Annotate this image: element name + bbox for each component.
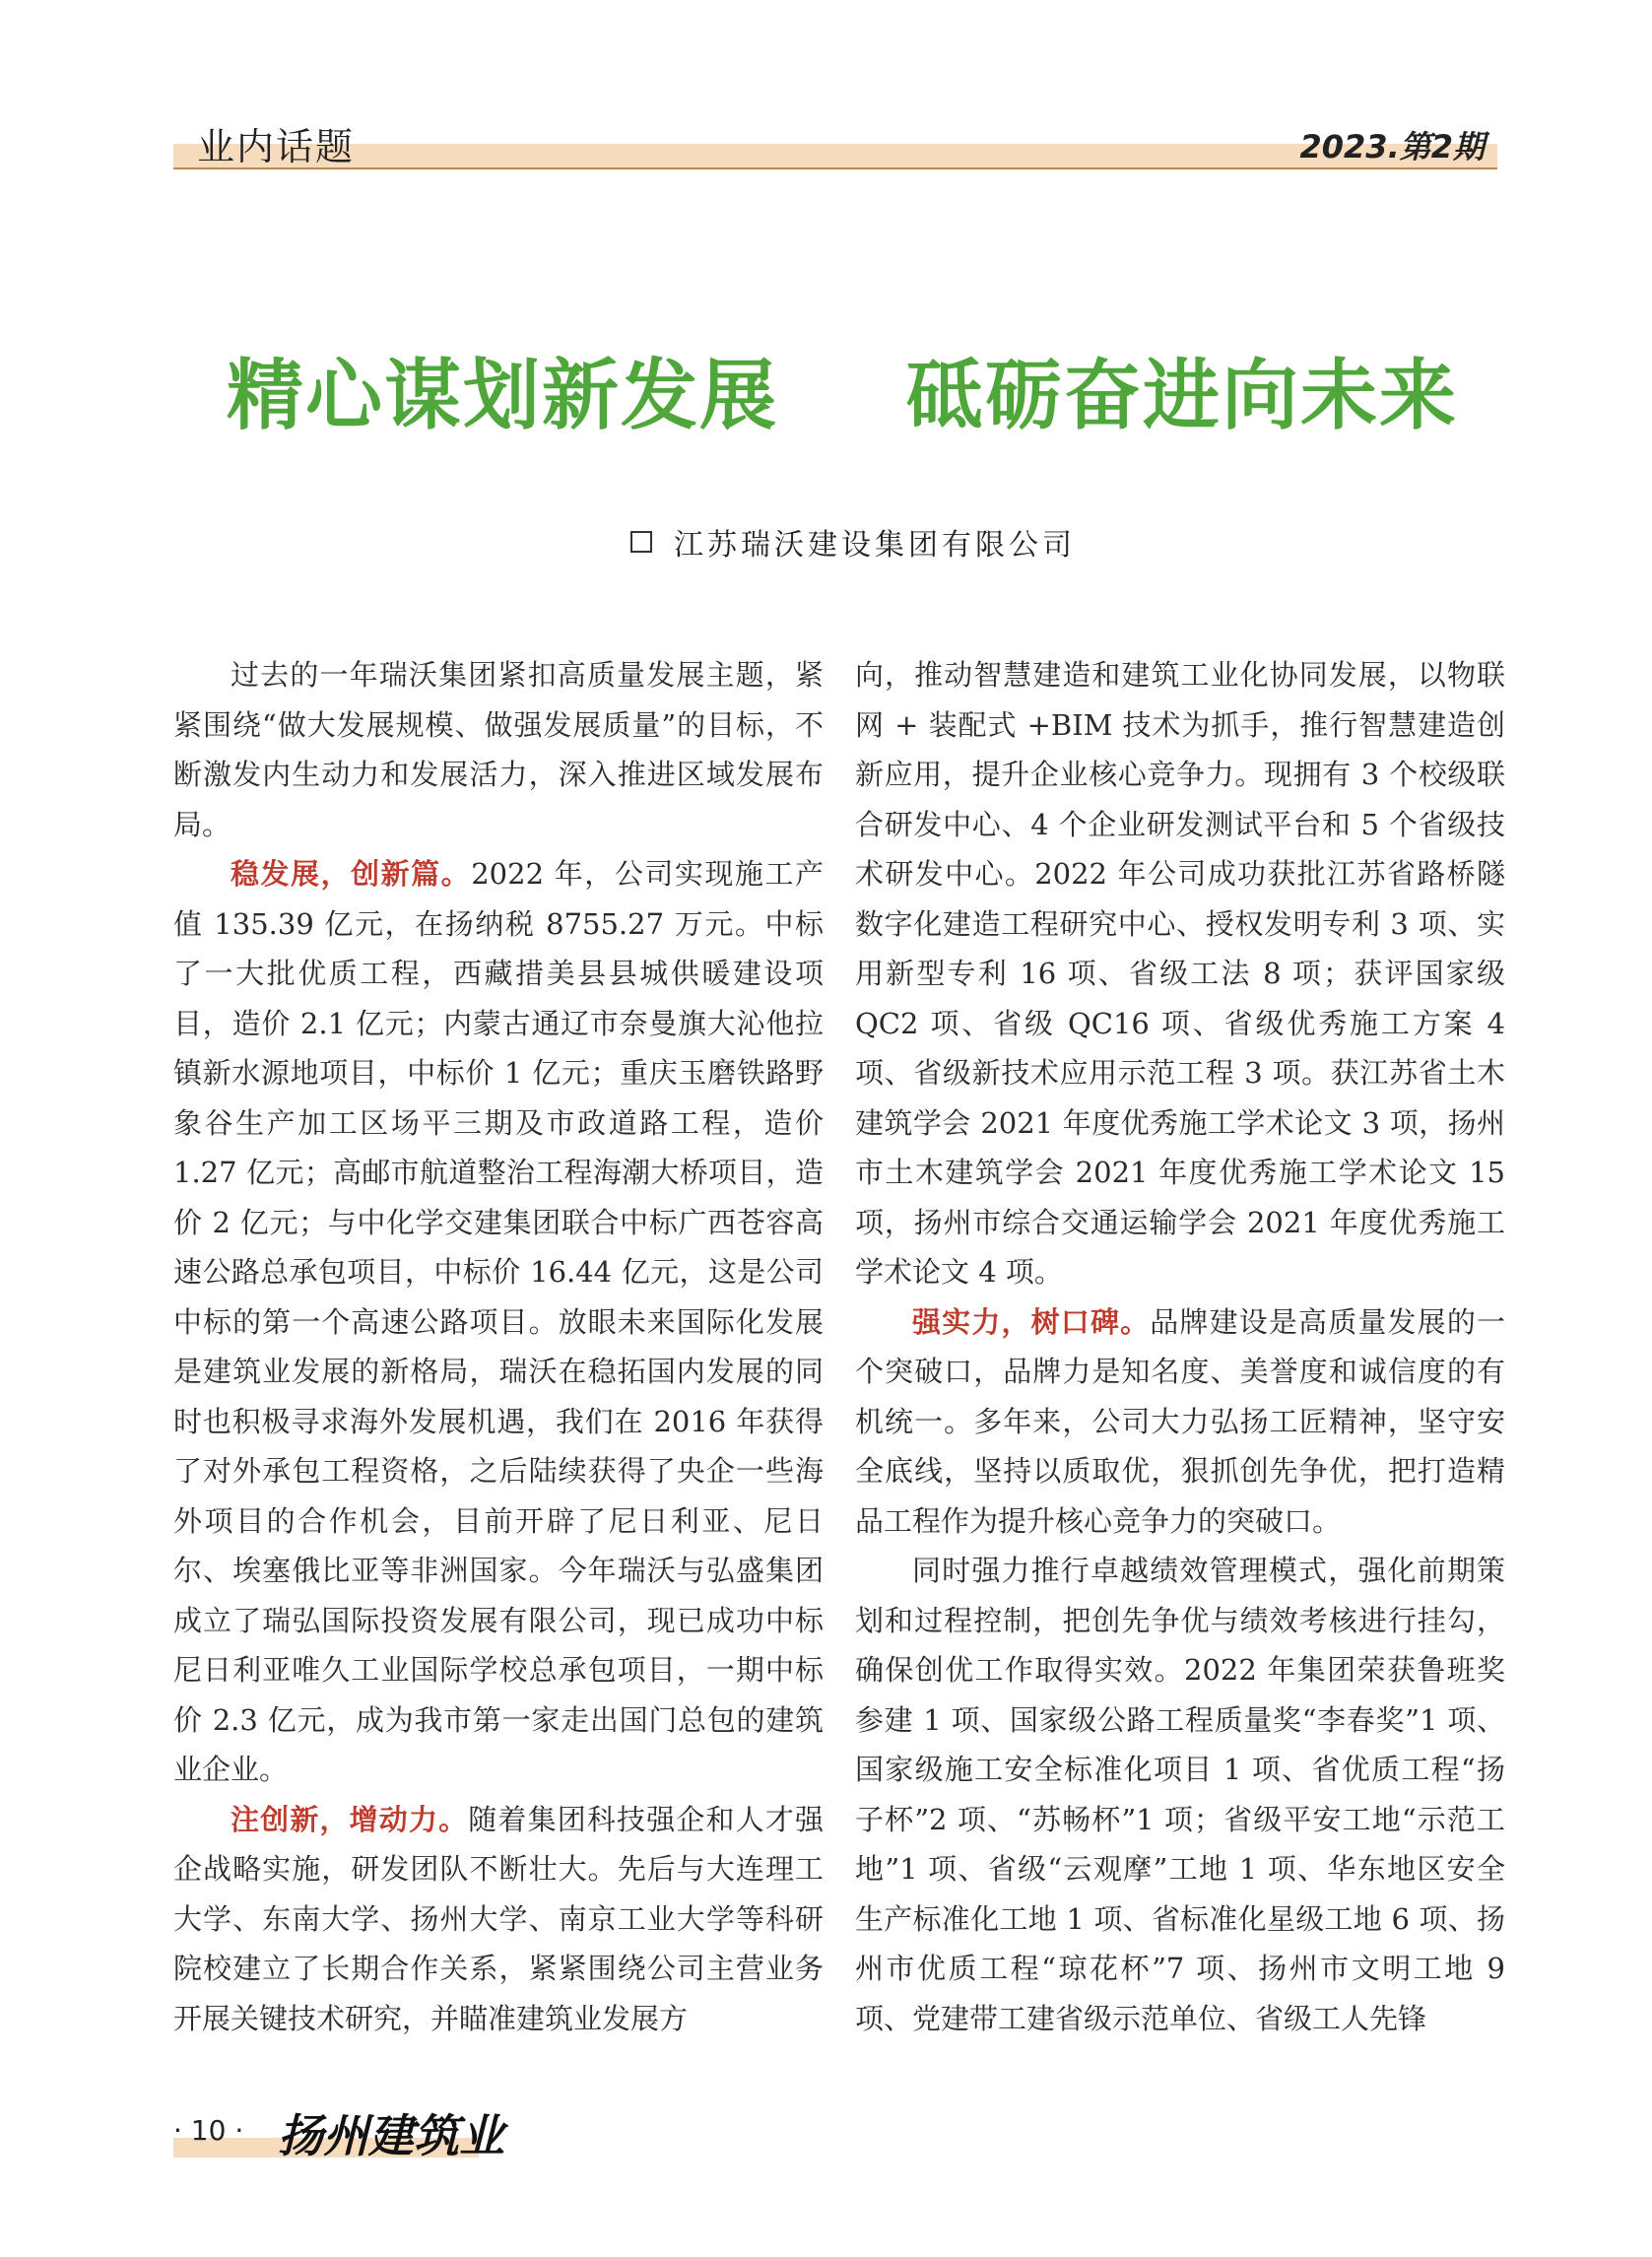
section-heading: 注创新，增动力。 [231,1802,469,1836]
header-bar [173,144,1497,169]
byline [630,520,1076,564]
page-number: · 10 · [173,2114,244,2147]
byline-text: 江苏瑞沃建设集团有限公司 [674,528,1076,563]
section-heading: 强实力，树口碑。 [912,1304,1151,1339]
paragraph: 过去的一年瑞沃集团紧扣高质量发展主题，紧紧围绕“做大发展规模、做强发展质量”的目标，不断激发内生动力和发展活力，深入推进区域发展布局。 [173,658,824,841]
paragraph [855,1297,1505,1547]
left-column [173,650,824,2043]
paragraph: 同时强力推行卓越绩效管理模式，强化前期策划和过程控制，把创先争优与绩效考核进行挂勾，确保创优工作取得实效。2022 年集团荣获鲁班奖参建 1 项、国家级公路工程质量奖“李春奖”1 项、国家级施工安全标准化项目 1 项、省优质工程“扬子杯”2 项、“苏畅杯”1 项；省级平安工地“示范工地”1 项、省级“云观摩”工地 1 项、华东地区安全生产标准化工地 1 项、省标准化星级工地 6 项、扬州市优质工程“琼花杯”7 项、扬州市文明工地 9 项、党建带工建省级示范单位、省级工人先锋 [855,1554,1505,2035]
title-part-2: 砥砺奋进向未来 [905,352,1458,440]
article-title [227,335,1458,443]
title-part-1: 精心谋划新发展 [227,352,779,440]
paragraph [173,1795,824,2044]
right-column [855,650,1505,2043]
paragraph-body: 品牌建设是高质量发展的一个突破口，品牌力是知名度、美誉度和诚信度的有机统一。多年来，公司大力弘扬工匠精神，坚守安全底线，坚持以质取优，狠抓创先争优，把打造精品工程作为提升核心竞争力的突破口。 [855,1304,1505,1538]
paragraph-body: 2022 年，公司实现施工产值 135.39 亿元，在扬纳税 8755.27 万元。中标了一大批优质工程，西藏措美县县城供暖建设项目，造价 2.1 亿元；内蒙古通辽市奈曼旗大沁他拉镇新水源地项目，中标价 1 亿元；重庆玉磨铁路野象谷生产加工区场平三期及市政道路工程，造价 1.27 亿元；高邮市航道整治工程海潮大桥项目，造价 2 亿元；与中化学交建集团联合中标广西苍容高速公路总承包项目，中标价 16.44 亿元，这是公司中标的第一个高速公路项目。放眼未来国际化发展是建筑业发展的新格局，瑞沃在稳拓国内发展的同时也积极寻求海外发展机遇，我们在 2016 年获得了对外承包工程资格，之后陆续获得了央企一些海外项目的合作机会，目前开辟了尼日利亚、尼日尔、埃塞俄比亚等非洲国家。今年瑞沃与弘盛集团成立了瑞弘国际投资发展有限公司，现已成功中标尼日利亚唯久工业国际学校总承包项目，一期中标价 2.3 亿元，成为我市第一家走出国门总包的建筑业企业。 [173,857,824,1786]
section-label: 业内话题 [197,125,356,168]
magazine-logo: 扬州建筑业 [278,2109,504,2162]
paragraph [173,849,824,1795]
paragraph-body: 随着集团科技强企和人才强企战略实施，研发团队不断壮大。先后与大连理工大学、东南大学、扬州大学、南京工业大学等科研院校建立了长期合作关系，紧紧围绕公司主营业务开展关键技术研究，并瞄准建筑业发展方 [173,1802,824,2035]
issue-label: 2023.第2期 [1299,128,1485,166]
paragraph: 向，推动智慧建造和建筑工业化协同发展，以物联网 + 装配式 +BIM 技术为抓手，推行智慧建造创新应用，提升企业核心竞争力。现拥有 3 个校级联合研发中心、4 个企业研发测试平台和 5 个省级技术研发中心。2022 年公司成功获批江苏省路桥隧数字化建造工程研究中心、授权发明专利 3 项、实用新型专利 16 项、省级工法 8 项；获评国家级 QC2 项、省级 QC16 项、省级优秀施工方案 4 项、省级新技术应用示范工程 3 项。获江苏省土木建筑学会 2021 年度优秀施工学术论文 3 项，扬州市土木建筑学会 2021 年度优秀施工学术论文 15 项，扬州市综合交通运输学会 2021 年度优秀施工学术论文 4 项。 [855,658,1505,1289]
section-heading: 稳发展，创新篇。 [231,857,472,891]
byline-square-icon [630,531,652,553]
